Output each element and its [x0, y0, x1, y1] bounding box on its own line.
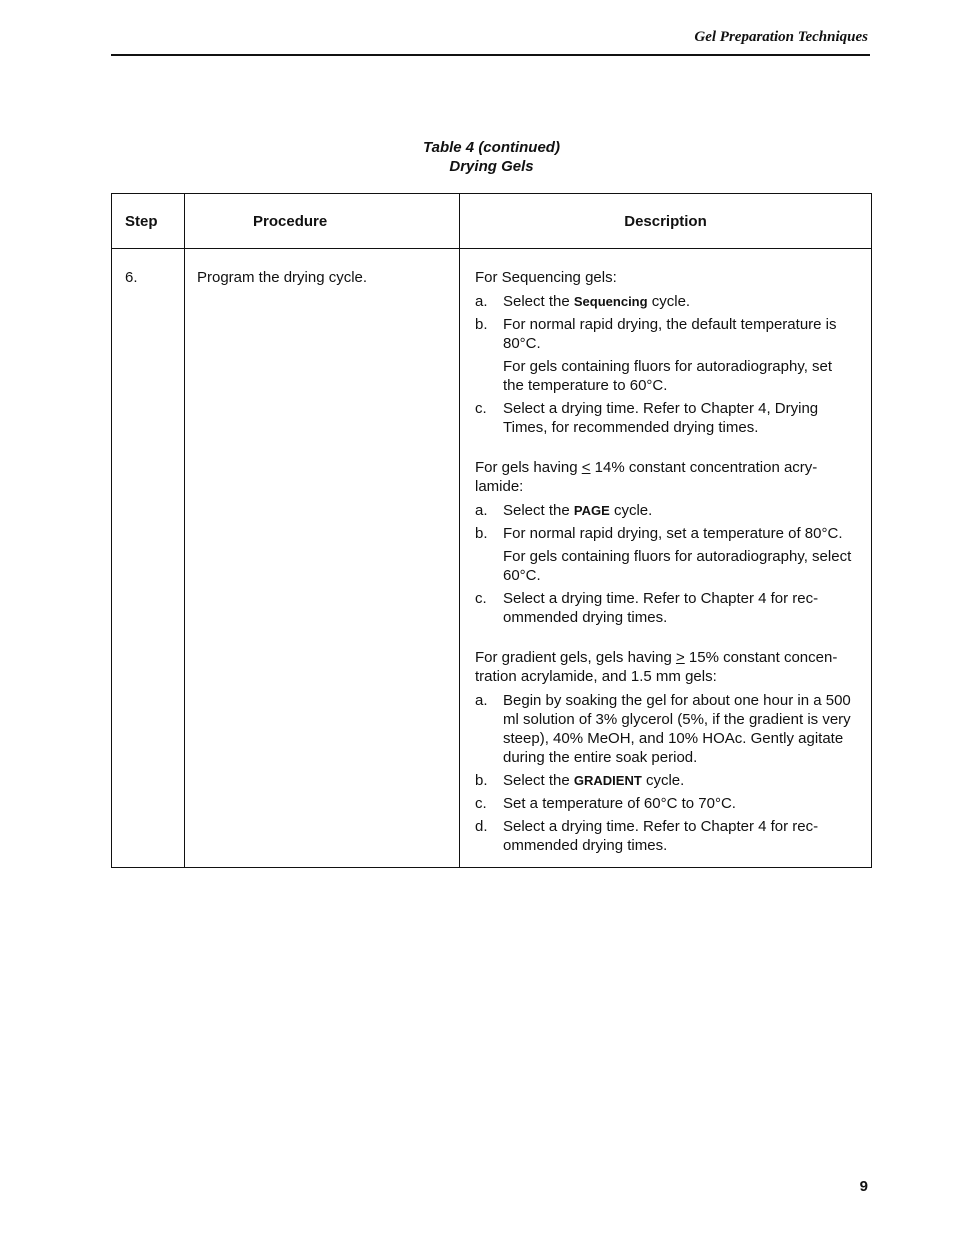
less-than-symbol: <: [581, 459, 591, 476]
procedure-text: Program the drying cycle.: [185, 249, 460, 868]
item-text: Select the: [503, 772, 574, 789]
column-header-procedure: Procedure: [185, 194, 460, 249]
list-letter: b.: [475, 772, 488, 789]
intro-text: 15% constant concen-tration acrylamide, and 1.5 mm gels:: [475, 649, 838, 685]
intro-text: For gradient gels, gels having: [475, 649, 676, 666]
list-letter: a.: [475, 293, 488, 310]
item-text: cycle.: [641, 772, 685, 789]
list-item: [475, 589, 857, 627]
item-text: Set a temperature of 60°C to 70°C.: [503, 795, 736, 812]
column-header-step: Step: [112, 194, 185, 249]
table-row: [112, 249, 872, 868]
list-letter: a.: [475, 502, 488, 519]
item-subparagraph: For gels containing fluors for autoradiography, set the temperature to 60°C.: [503, 358, 833, 394]
greater-than-symbol: >: [675, 649, 685, 666]
list-item: [475, 315, 857, 353]
cycle-keyword: GRADIENT: [573, 773, 642, 788]
description-cell: [460, 249, 872, 868]
item-text: Select a drying time. Refer to Chapter 4, Drying Times, for recommended drying times.: [503, 400, 819, 436]
column-header-description: Description: [460, 194, 872, 249]
list-item: [475, 691, 857, 767]
running-header: Gel Preparation Techniques: [694, 29, 868, 45]
list-letter: b.: [475, 316, 488, 333]
list-item: [475, 524, 857, 543]
cycle-keyword: Sequencing: [573, 294, 648, 309]
list-letter: b.: [475, 525, 488, 542]
list-item: [475, 292, 857, 311]
item-text: Select a drying time. Refer to Chapter 4 for rec-ommended drying times.: [503, 590, 819, 626]
list-letter: c.: [475, 400, 487, 417]
list-item: [475, 399, 857, 437]
group-intro: For Sequencing gels:: [475, 269, 617, 286]
intro-text: For gels having: [475, 459, 582, 476]
header-rule: [111, 54, 870, 56]
group-spacer: [475, 631, 857, 648]
item-text: Select the: [503, 502, 574, 519]
table-caption: [111, 138, 870, 176]
table-header-row: [112, 194, 872, 249]
cycle-keyword: PAGE: [573, 503, 610, 518]
list-item: [475, 501, 857, 520]
drying-gels-table: [111, 193, 872, 868]
item-text: For normal rapid drying, set a temperature of 80°C.: [503, 525, 843, 542]
group-spacer: [475, 441, 857, 458]
list-letter: d.: [475, 818, 488, 835]
item-text: cycle.: [647, 293, 691, 310]
item-subparagraph: For gels containing fluors for autoradiography, select 60°C.: [503, 548, 852, 584]
item-text: For normal rapid drying, the default temperature is 80°C.: [503, 316, 837, 352]
list-item: [475, 771, 857, 790]
list-item: [475, 817, 857, 855]
item-text: Select the: [503, 293, 574, 310]
table-caption-line2: Drying Gels: [449, 158, 534, 175]
sequencing-gels-group: [475, 268, 857, 437]
step-number: 6.: [112, 249, 185, 868]
list-letter: a.: [475, 692, 488, 709]
list-item: [475, 794, 857, 813]
gradient-gels-group: [475, 648, 857, 855]
group-intro: [475, 458, 857, 496]
group-intro: [475, 648, 857, 686]
list-letter: c.: [475, 795, 487, 812]
list-letter: c.: [475, 590, 487, 607]
intro-text: 14% constant concentration acry-lamide:: [475, 459, 818, 495]
item-text: cycle.: [609, 502, 653, 519]
item-text: Select a drying time. Refer to Chapter 4 for rec-ommended drying times.: [503, 818, 819, 854]
table-caption-line1: Table 4 (continued): [423, 139, 560, 156]
item-text: Begin by soaking the gel for about one hour in a 500 ml solution of 3% glycerol (5%, if the gradient is very steep), 40% MeOH, and 10% HOAc. Gently agitate during the entire soak period.: [503, 692, 851, 766]
page-number: 9: [859, 1178, 868, 1195]
page-gels-group: [475, 458, 857, 627]
